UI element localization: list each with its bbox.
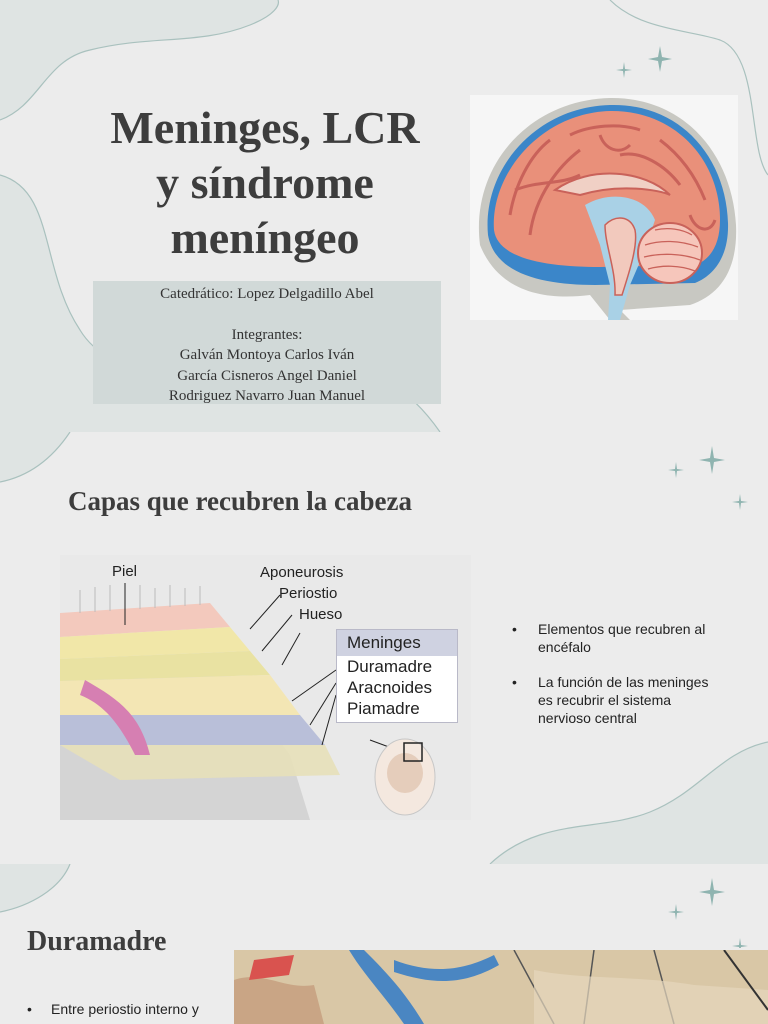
head-layers-diagram (60, 555, 471, 820)
meninges-legend-item: Duramadre (347, 657, 433, 676)
integrante-name: García Cisneros Angel Daniel (177, 367, 357, 384)
meninges-legend (336, 629, 458, 723)
duramadre-image (234, 950, 768, 1024)
slide-title (0, 0, 768, 432)
credits-box (93, 281, 441, 404)
integrantes-label: Integrantes: (231, 326, 303, 343)
sparkle-icon (662, 442, 752, 516)
label-periostio: Periostio (279, 585, 338, 602)
bullet-list (27, 1000, 227, 1018)
list-item: • Entre periostio interno y (27, 1000, 227, 1018)
label-piel: Piel (112, 563, 138, 580)
slide-capas (0, 432, 768, 864)
bullet-list (512, 620, 712, 744)
meninges-legend-item: Aracnoides (347, 678, 433, 697)
label-hueso: Hueso (299, 606, 343, 623)
list-item: • Elementos que recubren al encéfalo (512, 620, 712, 656)
integrante-name: Galván Montoya Carlos Iván (179, 347, 355, 363)
list-item: • La función de las meninges es recubrir el sistema nervioso central (512, 673, 712, 727)
section-title: Capas que recubren la cabeza (68, 486, 412, 516)
sparkle-icon (612, 42, 676, 82)
sparkle-icon (662, 874, 752, 948)
integrante-name: Rodriguez Navarro Juan Manuel (168, 388, 366, 404)
meninges-legend-item: Piamadre (347, 699, 420, 718)
section-title: Duramadre (27, 926, 167, 957)
slide-duramadre (0, 864, 768, 1024)
catedratico-text: Catedrático: Lopez Delgadillo Abel (160, 286, 374, 302)
meninges-legend-header: Meninges (337, 630, 457, 656)
page-title: Meninges, LCR y síndrome meníngeo (110, 102, 420, 264)
label-aponeurosis: Aponeurosis (260, 564, 344, 581)
brain-sagittal-image (470, 95, 738, 320)
